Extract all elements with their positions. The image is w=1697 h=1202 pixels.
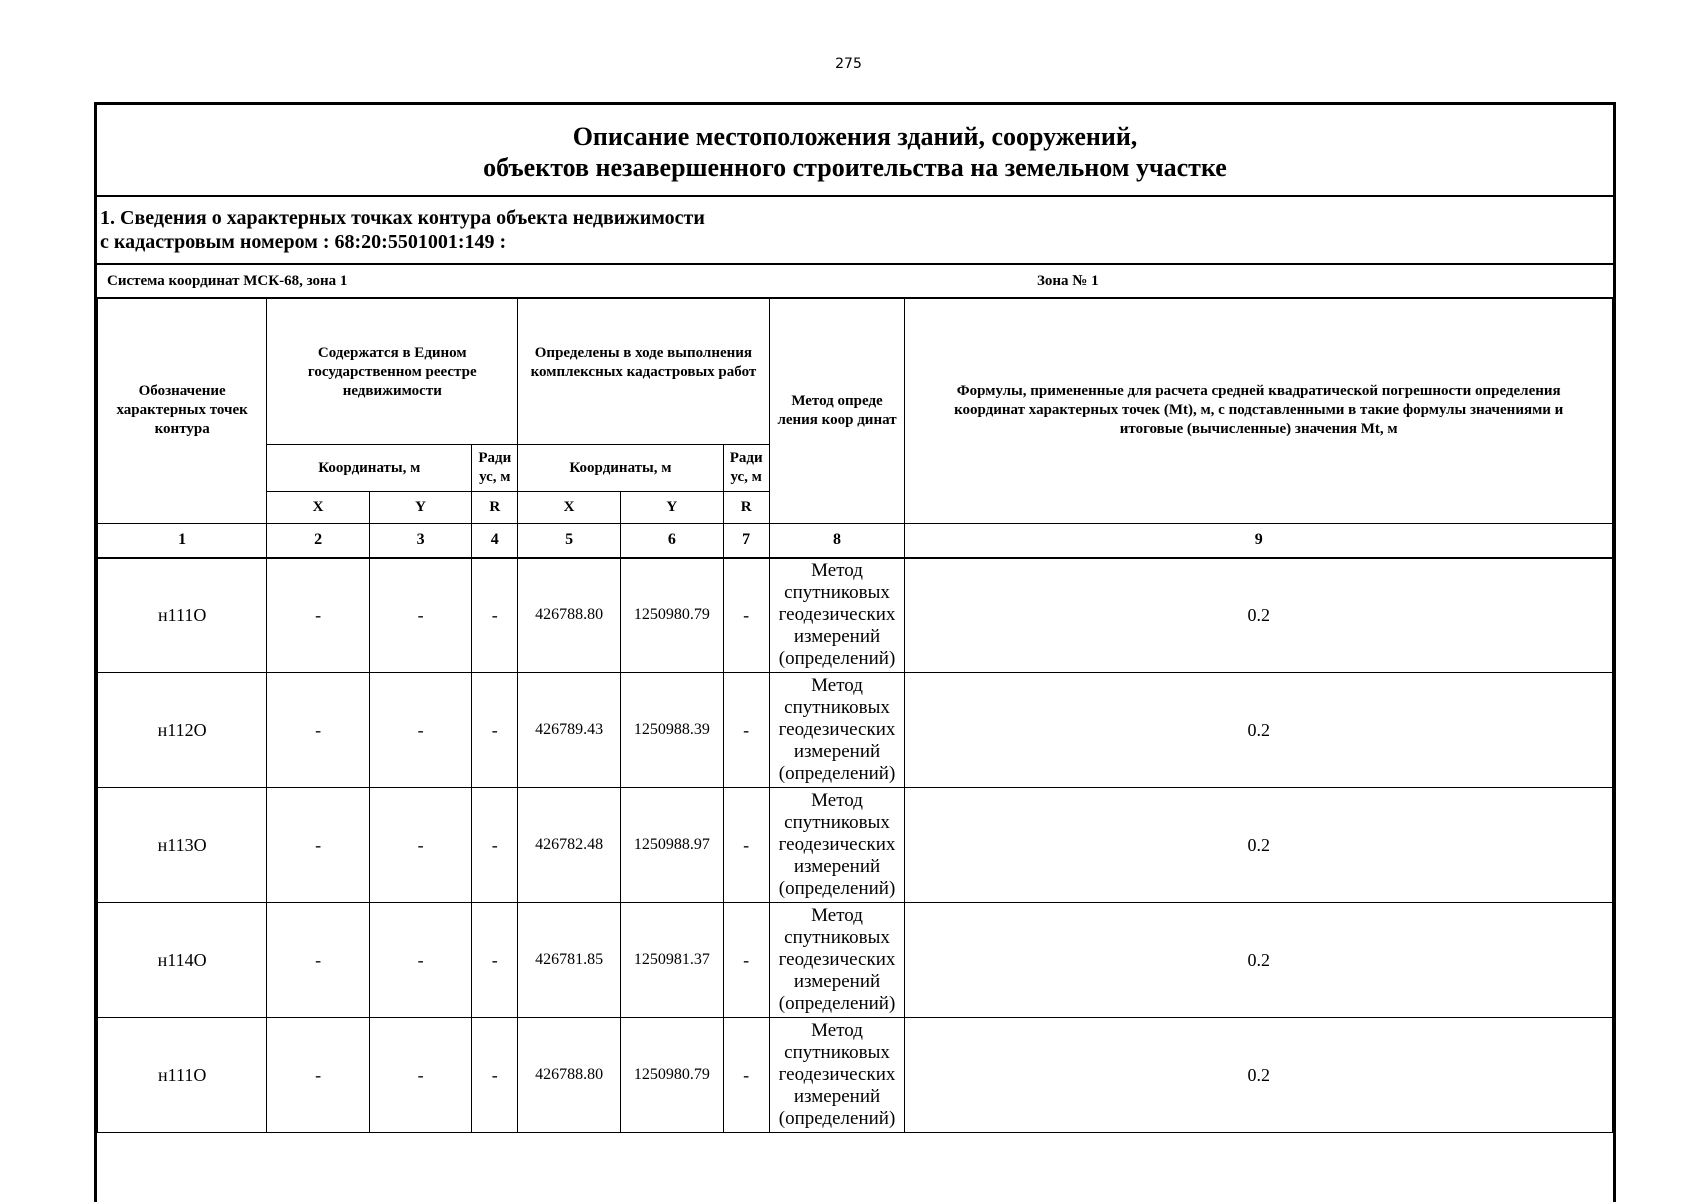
header-egrn-r: R: [472, 492, 518, 524]
radius: -: [723, 1018, 769, 1133]
header-kkr-r: R: [723, 492, 769, 524]
egrn-x: -: [267, 788, 370, 903]
egrn-y: -: [369, 673, 472, 788]
page-number: 275: [835, 56, 862, 72]
point-name: н111О: [98, 1018, 267, 1133]
coord-y: 1250988.97: [620, 788, 723, 903]
column-number: 2: [267, 524, 370, 558]
section-heading: [97, 195, 1613, 265]
coord-x: 426789.43: [518, 673, 621, 788]
column-number: 7: [723, 524, 769, 558]
header-kkr: Определены в ходе выполнения комплексных кадастровых работ: [518, 298, 769, 445]
header-egrn-radius: Ради ус, м: [472, 445, 518, 492]
column-number: 8: [769, 524, 905, 558]
document-title: [97, 105, 1613, 197]
mt-value: 0.2: [905, 788, 1613, 903]
mt-value: 0.2: [905, 1018, 1613, 1133]
egrn-x: -: [267, 1018, 370, 1133]
section-line-2: с кадастровым номером : 68:20:5501001:149 :: [100, 231, 507, 253]
egrn-x: -: [267, 558, 370, 673]
coord-x: 426781.85: [518, 903, 621, 1018]
method: Метод спутниковых геодезических измерений (определений): [769, 903, 905, 1018]
egrn-y: -: [369, 788, 472, 903]
column-number: 9: [905, 524, 1613, 558]
header-kkr-radius: Ради ус, м: [723, 445, 769, 492]
mt-value: 0.2: [905, 903, 1613, 1018]
coord-y: 1250980.79: [620, 1018, 723, 1133]
method: Метод спутниковых геодезических измерений (определений): [769, 788, 905, 903]
coord-x: 426788.80: [518, 558, 621, 673]
coordinate-system: Система координат МСК-68, зона 1: [107, 273, 348, 289]
coord-y: 1250981.37: [620, 903, 723, 1018]
egrn-r: -: [472, 558, 518, 673]
egrn-y: -: [369, 1018, 472, 1133]
header-egrn-x: X: [267, 492, 370, 524]
title-line-1: Описание местоположения зданий, сооружений,: [572, 122, 1138, 151]
title-line-2: объектов незавершенного строительства на земельном участке: [483, 153, 1227, 182]
coordinate-system-row: [97, 265, 1613, 299]
method: Метод спутниковых геодезических измерений (определений): [769, 558, 905, 673]
column-number: 3: [369, 524, 472, 558]
point-name: н111О: [98, 558, 267, 673]
table-row: [98, 788, 1613, 903]
header-egrn-coords: Координаты, м: [267, 445, 472, 492]
egrn-x: -: [267, 903, 370, 1018]
header-kkr-x: X: [518, 492, 621, 524]
header-method: Метод опреде ления коор динат: [769, 298, 905, 524]
radius: -: [723, 673, 769, 788]
coord-y: 1250988.39: [620, 673, 723, 788]
egrn-r: -: [472, 903, 518, 1018]
zone-label: Зона № 1: [1037, 273, 1099, 289]
egrn-r: -: [472, 788, 518, 903]
method: Метод спутниковых геодезических измерений (определений): [769, 1018, 905, 1133]
radius: -: [723, 788, 769, 903]
coord-x: 426788.80: [518, 1018, 621, 1133]
section-line-1: 1. Сведения о характерных точках контура объекта недвижимости: [100, 207, 705, 229]
header-egrn-y: Y: [369, 492, 472, 524]
egrn-r: -: [472, 1018, 518, 1133]
column-number: 5: [518, 524, 621, 558]
egrn-r: -: [472, 673, 518, 788]
column-number: 4: [472, 524, 518, 558]
header-formula: Формулы, примененные для расчета средней квадратической погрешности определения координат характерных точек (Mt), м, с подставленными в такие формулы значениями и итоговые (вычисленные) значения Mt, м: [905, 298, 1613, 524]
method: Метод спутниковых геодезических измерений (определений): [769, 673, 905, 788]
header-kkr-coords: Координаты, м: [518, 445, 723, 492]
points-table: [97, 297, 1613, 1133]
column-number: 1: [98, 524, 267, 558]
coord-x: 426782.48: [518, 788, 621, 903]
header-kkr-y: Y: [620, 492, 723, 524]
egrn-y: -: [369, 903, 472, 1018]
header-egrn: Содержатся в Едином государственном реестре недвижимости: [267, 298, 518, 445]
coord-y: 1250980.79: [620, 558, 723, 673]
table-row: [98, 903, 1613, 1018]
mt-value: 0.2: [905, 673, 1613, 788]
point-name: н113О: [98, 788, 267, 903]
radius: -: [723, 558, 769, 673]
table-row: [98, 1018, 1613, 1133]
table-row: [98, 558, 1613, 673]
column-number: 6: [620, 524, 723, 558]
point-name: н114О: [98, 903, 267, 1018]
radius: -: [723, 903, 769, 1018]
egrn-x: -: [267, 673, 370, 788]
header-point-designation: Обозначение характерных точек контура: [98, 298, 267, 524]
document-frame: [94, 102, 1616, 1202]
egrn-y: -: [369, 558, 472, 673]
table-row: [98, 673, 1613, 788]
point-name: н112О: [98, 673, 267, 788]
mt-value: 0.2: [905, 558, 1613, 673]
